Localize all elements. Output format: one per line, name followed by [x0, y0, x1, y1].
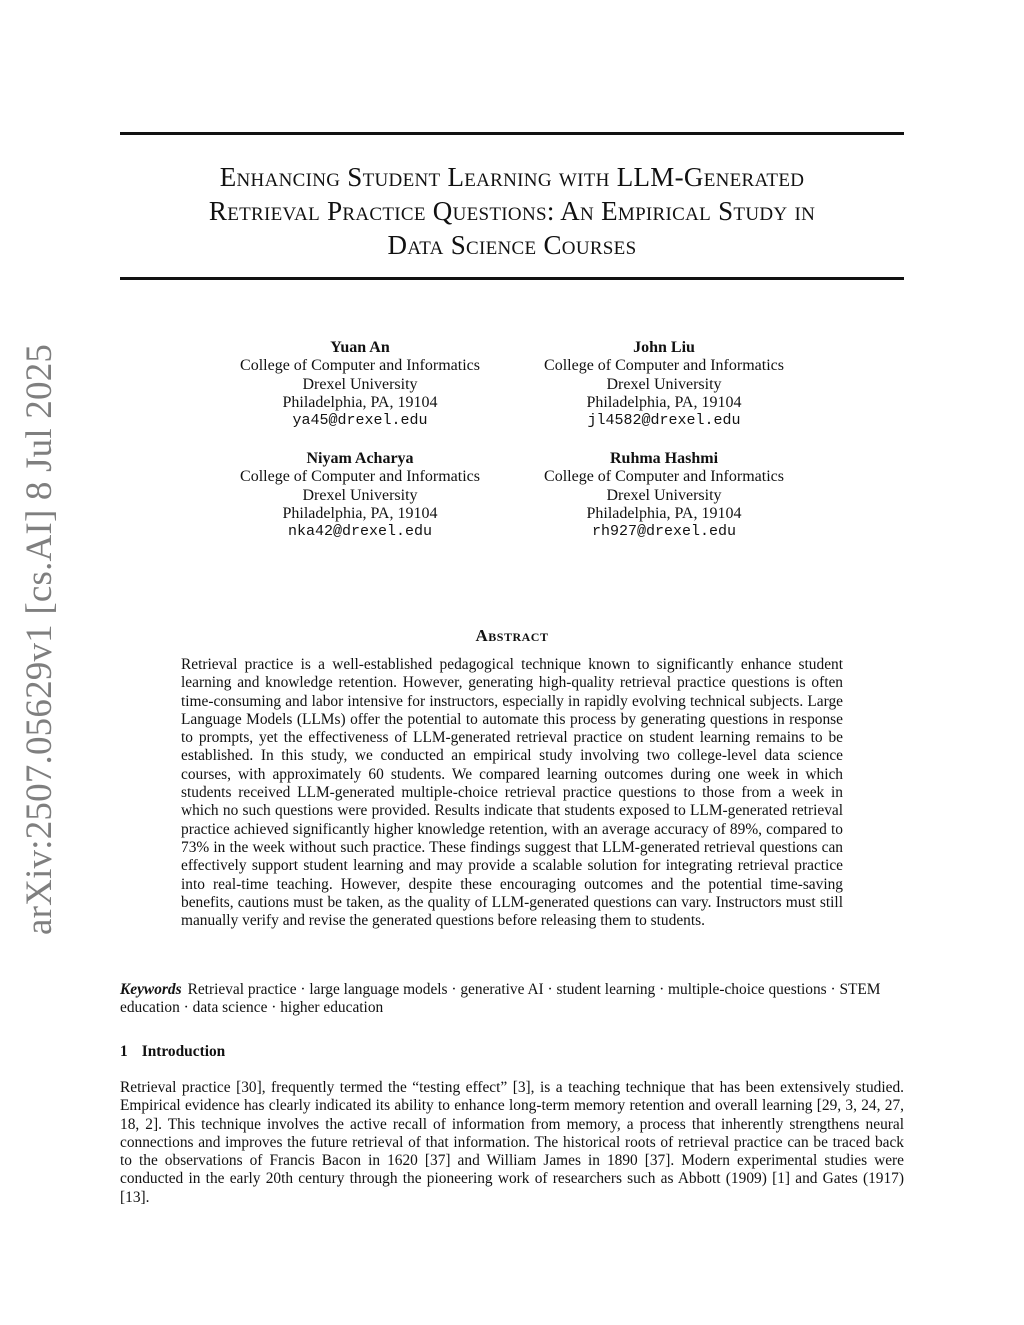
author-university: Drexel University — [606, 486, 722, 504]
author-name: Ruhma Hashmi — [609, 450, 719, 467]
section-number: 1 — [120, 1043, 128, 1060]
author-name: Yuan An — [330, 339, 390, 356]
author-block — [514, 450, 814, 541]
paper-title-line: Enhancing Student Learning with LLM-Generated — [219, 162, 805, 192]
author-affiliation: College of Computer and Informatics — [544, 357, 784, 375]
author-location: Philadelphia, PA, 19104 — [586, 504, 742, 522]
author-university: Drexel University — [606, 375, 722, 393]
paper-title-line: Retrieval Practice Questions: An Empirical Study in — [208, 196, 816, 226]
author-university: Drexel University — [302, 486, 418, 504]
keywords-label: Keywords — [120, 981, 182, 998]
author-affiliation: College of Computer and Informatics — [544, 468, 784, 486]
paper-title-line: Data Science Courses — [387, 230, 637, 260]
introduction-paragraph: Retrieval practice [30], frequently termed the “testing effect” [3], is a teaching technique that has been extensively studied. Empirical evidence has clearly indicated its ability to enhance long-term memory retention and overall learning [29, 3, 24, 27, 18, 2]. This technique involves the active recall of information from memory, a process that inherently strengthens neural connections and improves the future retrieval of that information. The historical roots of retrieval practice can be traced back to the observations of Francis Bacon in 1620 [37] and William James in 1890 [37]. Modern experimental studies were conducted in the early 20th century through the pioneering work of researchers such as Abbott (1909) [1] and Gates (1917) [13]. — [120, 1079, 904, 1206]
abstract-text: Retrieval practice is a well-established pedagogical technique known to significantly enhance student learning and knowledge retention. However, generating high-quality retrieval practice questions is often time-consuming and labor intensive for instructors, especially in rapidly evolving technical subjects. Large Language Models (LLMs) offer the potential to automate this process by generating questions in response to prompts, yet the effectiveness of LLM-generated retrieval practice on student learning remains to be established. In this study, we conducted an empirical study involving two college-level data science courses, with approximately 60 students. We compared learning outcomes during one week in which students received LLM-generated multiple-choice retrieval practice questions to those from a week in which no such questions were provided. Results indicate that students exposed to LLM-generated retrieval practice achieved significantly higher knowledge retention, with an average accuracy of 89%, compared to 73% in the week without such practice. These findings suggest that LLM-generated retrieval questions can effectively support student learning and may provide a scalable solution for integrating retrieval practice into real-time teaching. However, despite these encouraging outcomes and the potential time-saving benefits, cautions must be taken, as the quality of LLM-generated questions can vary. Instructors must still manually verify and revise the generated questions before releasing them to students. — [181, 656, 843, 930]
author-email: rh927@drexel.edu — [591, 523, 737, 541]
author-email: ya45@drexel.edu — [292, 412, 428, 430]
paper-title — [120, 160, 904, 262]
section-title: Introduction — [141, 1043, 226, 1060]
author-location: Philadelphia, PA, 19104 — [586, 393, 742, 411]
arxiv-identifier-stamp: arXiv:2507.05629v1 [cs.AI] 8 Jul 2025 — [19, 343, 60, 935]
title-top-rule — [120, 132, 904, 135]
author-name: Niyam Acharya — [306, 450, 414, 467]
author-block — [210, 339, 510, 430]
author-location: Philadelphia, PA, 19104 — [282, 393, 438, 411]
section-heading-introduction — [120, 1043, 225, 1061]
author-email: nka42@drexel.edu — [287, 523, 433, 541]
author-email: jl4582@drexel.edu — [587, 412, 741, 430]
keywords-text: Retrieval practice · large language models · generative AI · student learning · multiple-choice questions · STEM education · data science · higher education — [120, 981, 881, 1016]
keywords-block — [120, 981, 904, 1017]
title-bottom-rule — [120, 277, 904, 280]
author-name: John Liu — [633, 339, 695, 356]
author-location: Philadelphia, PA, 19104 — [282, 504, 438, 522]
author-block — [514, 339, 814, 430]
author-university: Drexel University — [302, 375, 418, 393]
abstract-heading: Abstract — [475, 626, 549, 645]
author-affiliation: College of Computer and Informatics — [240, 357, 480, 375]
author-affiliation: College of Computer and Informatics — [240, 468, 480, 486]
author-block — [210, 450, 510, 541]
